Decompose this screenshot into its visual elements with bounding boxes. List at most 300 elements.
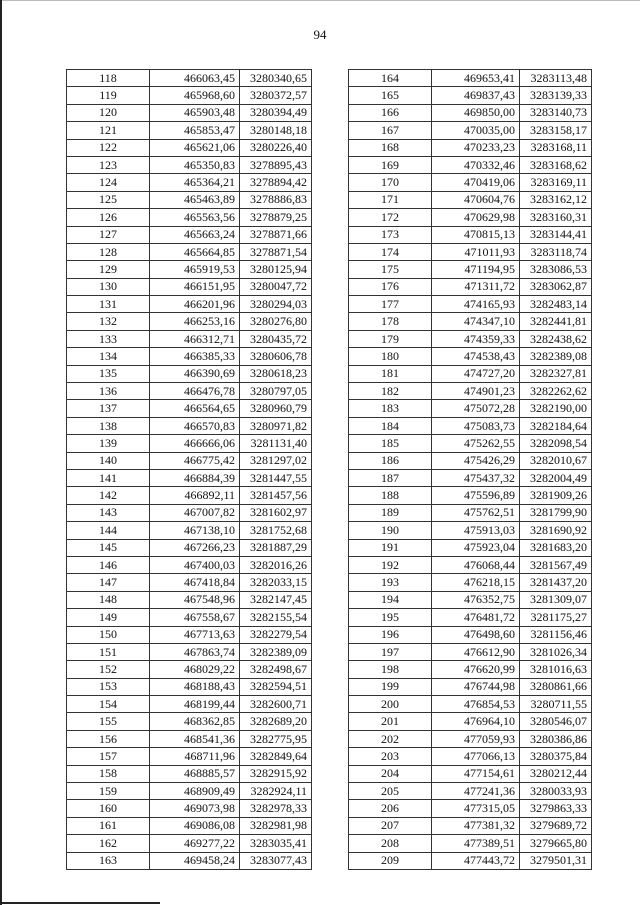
y-coordinate-cell: 3280125,94 (240, 261, 312, 278)
table-row (349, 261, 592, 278)
x-coordinate-cell: 474901,23 (432, 383, 520, 400)
y-coordinate-cell: 3282389,08 (520, 348, 592, 365)
table-row (349, 243, 592, 260)
y-coordinate-cell: 3281016,63 (520, 661, 592, 678)
y-coordinate-cell: 3282004,49 (520, 469, 592, 486)
y-coordinate-cell: 3280711,55 (520, 696, 592, 713)
table-row (67, 643, 312, 660)
x-coordinate-cell: 470233,23 (432, 139, 520, 156)
point-number-cell: 198 (349, 661, 432, 678)
y-coordinate-cell: 3281026,34 (520, 643, 592, 660)
table-row (67, 522, 312, 539)
y-coordinate-cell: 3283169,11 (520, 174, 592, 191)
point-number-cell: 201 (349, 713, 432, 730)
table-row (67, 678, 312, 695)
table-row (349, 70, 592, 87)
table-row (67, 487, 312, 504)
point-number-cell: 172 (349, 209, 432, 226)
point-number-cell: 186 (349, 452, 432, 469)
y-coordinate-cell: 3279501,31 (520, 852, 592, 869)
y-coordinate-cell: 3278886,83 (240, 191, 312, 208)
x-coordinate-cell: 465919,53 (150, 261, 240, 278)
y-coordinate-cell: 3282438,62 (520, 330, 592, 347)
point-number-cell: 156 (67, 730, 150, 747)
y-coordinate-cell: 3282010,67 (520, 452, 592, 469)
x-coordinate-cell: 475426,29 (432, 452, 520, 469)
point-number-cell: 139 (67, 435, 150, 452)
x-coordinate-cell: 475072,28 (432, 400, 520, 417)
y-coordinate-cell: 3282849,64 (240, 748, 312, 765)
table-row (349, 522, 592, 539)
x-coordinate-cell: 468199,44 (150, 696, 240, 713)
point-number-cell: 130 (67, 278, 150, 295)
point-number-cell: 161 (67, 817, 150, 834)
table-row (67, 730, 312, 747)
point-number-cell: 207 (349, 817, 432, 834)
point-number-cell: 163 (67, 852, 150, 869)
y-coordinate-cell: 3282924,11 (240, 783, 312, 800)
y-coordinate-cell: 3278871,66 (240, 226, 312, 243)
x-coordinate-cell: 470815,13 (432, 226, 520, 243)
y-coordinate-cell: 3280394,49 (240, 104, 312, 121)
y-coordinate-cell: 3283062,87 (520, 278, 592, 295)
table-row (349, 817, 592, 834)
table-row (67, 817, 312, 834)
y-coordinate-cell: 3281175,27 (520, 609, 592, 626)
y-coordinate-cell: 3283118,74 (520, 243, 592, 260)
table-row (349, 469, 592, 486)
y-coordinate-cell: 3278871,54 (240, 243, 312, 260)
point-number-cell: 187 (349, 469, 432, 486)
x-coordinate-cell: 468711,96 (150, 748, 240, 765)
x-coordinate-cell: 469850,00 (432, 104, 520, 121)
x-coordinate-cell: 466385,33 (150, 348, 240, 365)
y-coordinate-cell: 3280226,40 (240, 139, 312, 156)
table-row (349, 156, 592, 173)
point-number-cell: 151 (67, 643, 150, 660)
point-number-cell: 126 (67, 209, 150, 226)
point-number-cell: 179 (349, 330, 432, 347)
x-coordinate-cell: 465364,21 (150, 174, 240, 191)
x-coordinate-cell: 466201,96 (150, 296, 240, 313)
table-row (67, 156, 312, 173)
y-coordinate-cell: 3280546,07 (520, 713, 592, 730)
x-coordinate-cell: 476854,53 (432, 696, 520, 713)
y-coordinate-cell: 3283160,31 (520, 209, 592, 226)
table-row (67, 122, 312, 139)
page-top-edge (0, 0, 640, 1)
x-coordinate-cell: 474727,20 (432, 365, 520, 382)
point-number-cell: 122 (67, 139, 150, 156)
point-number-cell: 153 (67, 678, 150, 695)
point-number-cell: 148 (67, 591, 150, 608)
point-number-cell: 204 (349, 765, 432, 782)
x-coordinate-cell: 467548,96 (150, 591, 240, 608)
x-coordinate-cell: 477443,72 (432, 852, 520, 869)
x-coordinate-cell: 465968,60 (150, 87, 240, 104)
point-number-cell: 142 (67, 487, 150, 504)
y-coordinate-cell: 3281567,49 (520, 556, 592, 573)
y-coordinate-cell: 3282389,09 (240, 643, 312, 660)
point-number-cell: 131 (67, 296, 150, 313)
point-number-cell: 175 (349, 261, 432, 278)
table-row (349, 556, 592, 573)
x-coordinate-cell: 476620,99 (432, 661, 520, 678)
y-coordinate-cell: 3278879,25 (240, 209, 312, 226)
table-row (349, 800, 592, 817)
table-row (349, 678, 592, 695)
x-coordinate-cell: 477241,36 (432, 783, 520, 800)
point-number-cell: 190 (349, 522, 432, 539)
point-number-cell: 196 (349, 626, 432, 643)
point-number-cell: 193 (349, 574, 432, 591)
table-row (349, 609, 592, 626)
y-coordinate-cell: 3279863,33 (520, 800, 592, 817)
table-row (349, 278, 592, 295)
y-coordinate-cell: 3281602,97 (240, 504, 312, 521)
table-row (349, 661, 592, 678)
point-number-cell: 160 (67, 800, 150, 817)
point-number-cell: 135 (67, 365, 150, 382)
table-row (67, 104, 312, 121)
y-coordinate-cell: 3283077,43 (240, 852, 312, 869)
y-coordinate-cell: 3282016,26 (240, 556, 312, 573)
y-coordinate-cell: 3281457,56 (240, 487, 312, 504)
point-number-cell: 168 (349, 139, 432, 156)
table-row (349, 122, 592, 139)
point-number-cell: 127 (67, 226, 150, 243)
point-number-cell: 167 (349, 122, 432, 139)
table-row (349, 330, 592, 347)
y-coordinate-cell: 3280861,66 (520, 678, 592, 695)
y-coordinate-cell: 3279689,72 (520, 817, 592, 834)
point-number-cell: 118 (67, 70, 150, 87)
y-coordinate-cell: 3281437,20 (520, 574, 592, 591)
x-coordinate-cell: 465903,48 (150, 104, 240, 121)
point-number-cell: 125 (67, 191, 150, 208)
table-row (349, 400, 592, 417)
point-number-cell: 150 (67, 626, 150, 643)
table-row (349, 643, 592, 660)
y-coordinate-cell: 3280294,03 (240, 296, 312, 313)
y-coordinate-cell: 3282775,95 (240, 730, 312, 747)
y-coordinate-cell: 3278894,42 (240, 174, 312, 191)
y-coordinate-cell: 3280033,93 (520, 783, 592, 800)
point-number-cell: 143 (67, 504, 150, 521)
y-coordinate-cell: 3283162,12 (520, 191, 592, 208)
point-number-cell: 140 (67, 452, 150, 469)
table-row (67, 348, 312, 365)
x-coordinate-cell: 466390,69 (150, 365, 240, 382)
table-row (67, 226, 312, 243)
x-coordinate-cell: 476068,44 (432, 556, 520, 573)
table-row (349, 435, 592, 452)
x-coordinate-cell: 470629,98 (432, 209, 520, 226)
table-row (67, 539, 312, 556)
point-number-cell: 178 (349, 313, 432, 330)
y-coordinate-cell: 3279665,80 (520, 835, 592, 852)
table-row (67, 243, 312, 260)
x-coordinate-cell: 475596,89 (432, 487, 520, 504)
x-coordinate-cell: 475083,73 (432, 417, 520, 434)
x-coordinate-cell: 466884,39 (150, 469, 240, 486)
x-coordinate-cell: 467138,10 (150, 522, 240, 539)
point-number-cell: 138 (67, 417, 150, 434)
table-row (67, 417, 312, 434)
y-coordinate-cell: 3280372,57 (240, 87, 312, 104)
x-coordinate-cell: 466253,16 (150, 313, 240, 330)
x-coordinate-cell: 475913,03 (432, 522, 520, 539)
point-number-cell: 192 (349, 556, 432, 573)
table-row (349, 383, 592, 400)
point-number-cell: 197 (349, 643, 432, 660)
point-number-cell: 180 (349, 348, 432, 365)
y-coordinate-cell: 3282184,64 (520, 417, 592, 434)
point-number-cell: 155 (67, 713, 150, 730)
x-coordinate-cell: 475262,55 (432, 435, 520, 452)
y-coordinate-cell: 3282441,81 (520, 313, 592, 330)
point-number-cell: 145 (67, 539, 150, 556)
table-row (67, 696, 312, 713)
x-coordinate-cell: 465853,47 (150, 122, 240, 139)
x-coordinate-cell: 474359,33 (432, 330, 520, 347)
point-number-cell: 121 (67, 122, 150, 139)
table-row (67, 139, 312, 156)
point-number-cell: 136 (67, 383, 150, 400)
point-number-cell: 184 (349, 417, 432, 434)
x-coordinate-cell: 467266,23 (150, 539, 240, 556)
table-row (349, 539, 592, 556)
x-coordinate-cell: 465663,24 (150, 226, 240, 243)
table-row (67, 504, 312, 521)
y-coordinate-cell: 3282155,54 (240, 609, 312, 626)
y-coordinate-cell: 3278895,43 (240, 156, 312, 173)
point-number-cell: 154 (67, 696, 150, 713)
x-coordinate-cell: 470035,00 (432, 122, 520, 139)
point-number-cell: 128 (67, 243, 150, 260)
point-number-cell: 159 (67, 783, 150, 800)
y-coordinate-cell: 3283144,41 (520, 226, 592, 243)
point-number-cell: 185 (349, 435, 432, 452)
table-row (349, 835, 592, 852)
x-coordinate-cell: 476352,75 (432, 591, 520, 608)
point-number-cell: 174 (349, 243, 432, 260)
x-coordinate-cell: 467007,82 (150, 504, 240, 521)
table-row (67, 278, 312, 295)
x-coordinate-cell: 467558,67 (150, 609, 240, 626)
point-number-cell: 173 (349, 226, 432, 243)
point-number-cell: 176 (349, 278, 432, 295)
table-row (349, 696, 592, 713)
y-coordinate-cell: 3280212,44 (520, 765, 592, 782)
table-row (67, 661, 312, 678)
x-coordinate-cell: 469277,22 (150, 835, 240, 852)
y-coordinate-cell: 3280375,84 (520, 748, 592, 765)
point-number-cell: 170 (349, 174, 432, 191)
point-number-cell: 200 (349, 696, 432, 713)
table-row (67, 261, 312, 278)
table-row (67, 400, 312, 417)
point-number-cell: 158 (67, 765, 150, 782)
point-number-cell: 132 (67, 313, 150, 330)
x-coordinate-cell: 466775,42 (150, 452, 240, 469)
x-coordinate-cell: 476218,15 (432, 574, 520, 591)
table-row (349, 713, 592, 730)
point-number-cell: 129 (67, 261, 150, 278)
y-coordinate-cell: 3281752,68 (240, 522, 312, 539)
table-row (349, 87, 592, 104)
x-coordinate-cell: 468188,43 (150, 678, 240, 695)
x-coordinate-cell: 467863,74 (150, 643, 240, 660)
point-number-cell: 165 (349, 87, 432, 104)
table-row (67, 626, 312, 643)
y-coordinate-cell: 3281447,55 (240, 469, 312, 486)
point-number-cell: 124 (67, 174, 150, 191)
coordinates-table-left (66, 69, 312, 870)
point-number-cell: 147 (67, 574, 150, 591)
y-coordinate-cell: 3282498,67 (240, 661, 312, 678)
point-number-cell: 199 (349, 678, 432, 695)
y-coordinate-cell: 3282981,98 (240, 817, 312, 834)
table-row (349, 783, 592, 800)
table-row (349, 452, 592, 469)
x-coordinate-cell: 469653,41 (432, 70, 520, 87)
table-row (349, 226, 592, 243)
table-row (67, 800, 312, 817)
table-row (349, 296, 592, 313)
table-row (349, 313, 592, 330)
y-coordinate-cell: 3281297,02 (240, 452, 312, 469)
table-row (67, 330, 312, 347)
point-number-cell: 171 (349, 191, 432, 208)
table-row (349, 348, 592, 365)
x-coordinate-cell: 466892,11 (150, 487, 240, 504)
page-number: 94 (313, 27, 327, 42)
y-coordinate-cell: 3282033,15 (240, 574, 312, 591)
x-coordinate-cell: 470419,06 (432, 174, 520, 191)
point-number-cell: 206 (349, 800, 432, 817)
table-row (67, 713, 312, 730)
y-coordinate-cell: 3280971,82 (240, 417, 312, 434)
x-coordinate-cell: 465463,89 (150, 191, 240, 208)
x-coordinate-cell: 469458,24 (150, 852, 240, 869)
table-row (67, 452, 312, 469)
x-coordinate-cell: 476498,60 (432, 626, 520, 643)
y-coordinate-cell: 3283168,11 (520, 139, 592, 156)
y-coordinate-cell: 3283140,73 (520, 104, 592, 121)
table-row (67, 556, 312, 573)
x-coordinate-cell: 466151,95 (150, 278, 240, 295)
y-coordinate-cell: 3281909,26 (520, 487, 592, 504)
point-number-cell: 134 (67, 348, 150, 365)
x-coordinate-cell: 465563,56 (150, 209, 240, 226)
table-row (67, 209, 312, 226)
point-number-cell: 120 (67, 104, 150, 121)
table-row (67, 191, 312, 208)
table-row (67, 835, 312, 852)
y-coordinate-cell: 3282098,54 (520, 435, 592, 452)
table-row (67, 313, 312, 330)
x-coordinate-cell: 475923,04 (432, 539, 520, 556)
footnote-rule (0, 902, 160, 904)
table-row (349, 104, 592, 121)
x-coordinate-cell: 468885,57 (150, 765, 240, 782)
table-row (67, 435, 312, 452)
table-row (67, 783, 312, 800)
point-number-cell: 152 (67, 661, 150, 678)
x-coordinate-cell: 477315,05 (432, 800, 520, 817)
x-coordinate-cell: 467418,84 (150, 574, 240, 591)
x-coordinate-cell: 467713,63 (150, 626, 240, 643)
y-coordinate-cell: 3281690,92 (520, 522, 592, 539)
y-coordinate-cell: 3280618,23 (240, 365, 312, 382)
x-coordinate-cell: 477066,13 (432, 748, 520, 765)
y-coordinate-cell: 3281156,46 (520, 626, 592, 643)
table-row (67, 765, 312, 782)
y-coordinate-cell: 3283113,48 (520, 70, 592, 87)
table-row (349, 626, 592, 643)
x-coordinate-cell: 469073,98 (150, 800, 240, 817)
x-coordinate-cell: 474165,93 (432, 296, 520, 313)
y-coordinate-cell: 3282262,62 (520, 383, 592, 400)
table-row (67, 469, 312, 486)
x-coordinate-cell: 466063,45 (150, 70, 240, 87)
y-coordinate-cell: 3282600,71 (240, 696, 312, 713)
point-number-cell: 177 (349, 296, 432, 313)
point-number-cell: 194 (349, 591, 432, 608)
x-coordinate-cell: 471011,93 (432, 243, 520, 260)
y-coordinate-cell: 3283158,17 (520, 122, 592, 139)
x-coordinate-cell: 476744,98 (432, 678, 520, 695)
x-coordinate-cell: 470332,46 (432, 156, 520, 173)
table-row (349, 504, 592, 521)
y-coordinate-cell: 3282190,00 (520, 400, 592, 417)
x-coordinate-cell: 465621,06 (150, 139, 240, 156)
table-row (349, 748, 592, 765)
y-coordinate-cell: 3282327,81 (520, 365, 592, 382)
table-row (349, 574, 592, 591)
y-coordinate-cell: 3283139,33 (520, 87, 592, 104)
x-coordinate-cell: 469086,08 (150, 817, 240, 834)
x-coordinate-cell: 468362,85 (150, 713, 240, 730)
table-row (67, 296, 312, 313)
point-number-cell: 181 (349, 365, 432, 382)
point-number-cell: 202 (349, 730, 432, 747)
x-coordinate-cell: 477381,32 (432, 817, 520, 834)
table-row (349, 487, 592, 504)
point-number-cell: 188 (349, 487, 432, 504)
x-coordinate-cell: 466570,83 (150, 417, 240, 434)
table-row (349, 139, 592, 156)
x-coordinate-cell: 468909,49 (150, 783, 240, 800)
x-coordinate-cell: 466312,71 (150, 330, 240, 347)
x-coordinate-cell: 468541,36 (150, 730, 240, 747)
y-coordinate-cell: 3280047,72 (240, 278, 312, 295)
table-row (349, 209, 592, 226)
y-coordinate-cell: 3281309,07 (520, 591, 592, 608)
point-number-cell: 123 (67, 156, 150, 173)
x-coordinate-cell: 465350,83 (150, 156, 240, 173)
table-row (67, 87, 312, 104)
y-coordinate-cell: 3280148,18 (240, 122, 312, 139)
point-number-cell: 191 (349, 539, 432, 556)
y-coordinate-cell: 3282689,20 (240, 713, 312, 730)
x-coordinate-cell: 476612,90 (432, 643, 520, 660)
table-row (67, 383, 312, 400)
x-coordinate-cell: 474347,10 (432, 313, 520, 330)
x-coordinate-cell: 477389,51 (432, 835, 520, 852)
y-coordinate-cell: 3282483,14 (520, 296, 592, 313)
